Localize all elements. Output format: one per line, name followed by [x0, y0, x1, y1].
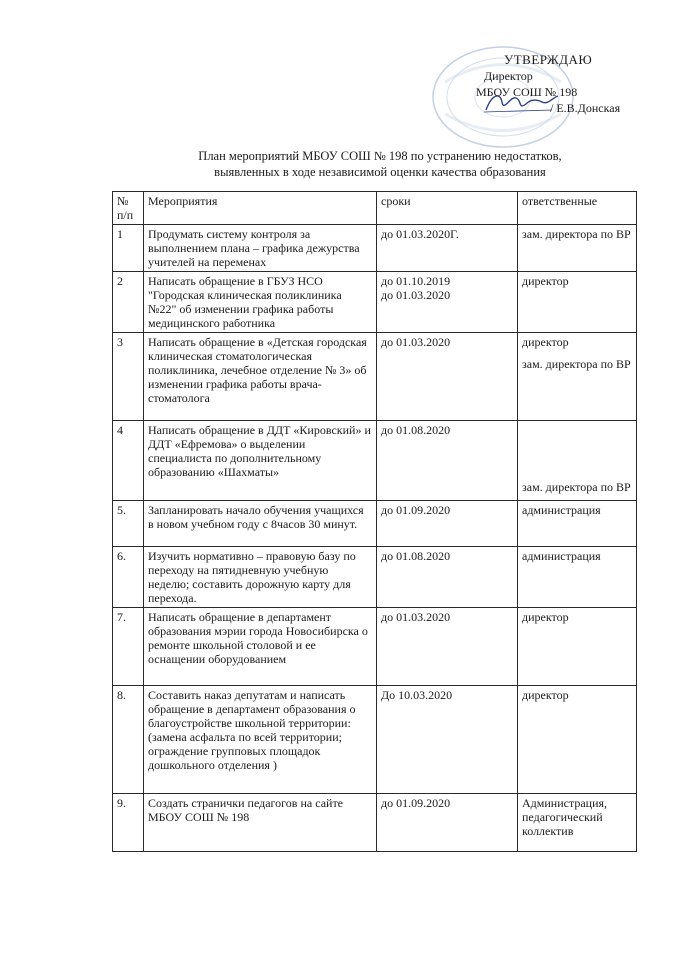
row-responsible-text: зам. директора по ВР	[522, 480, 631, 494]
row-action: Написать обращение в департамент образования мэрии города Новосибирска о ремонте школьной столовой и ее оснащении оборудованием	[144, 608, 377, 686]
approval-heading: УТВЕРЖДАЮ	[504, 52, 593, 67]
row-deadline: до 01.09.2020	[377, 501, 518, 547]
row-responsible: директор	[518, 686, 637, 794]
row-num: 5.	[113, 501, 144, 547]
row-responsible-line1: директор	[522, 335, 569, 349]
header-action: Мероприятия	[144, 192, 377, 225]
row-responsible: директор	[518, 608, 637, 686]
row-responsible: директор	[518, 272, 637, 333]
row-num: 7.	[113, 608, 144, 686]
row-action: Запланировать начало обучения учащихся в новом учебном году с 8часов 30 минут.	[144, 501, 377, 547]
table-row	[113, 501, 637, 547]
row-num: 6.	[113, 547, 144, 608]
row-action: Создать странички педагогов на сайте МБОУ СОШ № 198	[144, 794, 377, 852]
header-num	[113, 192, 144, 225]
row-deadline	[377, 272, 518, 333]
row-responsible: Администрация, педагогический коллектив	[518, 794, 637, 852]
row-responsible-line2: зам. директора по ВР	[522, 357, 631, 371]
table-row	[113, 272, 637, 333]
header-deadline: сроки	[377, 192, 518, 225]
approval-block	[470, 52, 690, 116]
table-row	[113, 225, 637, 272]
title-line-2: выявленных в ходе независимой оценки качества образования	[214, 165, 546, 179]
row-action: Написать обращение в «Детская городская клиническая стоматологическая поликлиника, лечебное отделение № 3» об изменении графика работы врача-стоматолога	[144, 333, 377, 421]
row-responsible: администрация	[518, 547, 637, 608]
title-line-1: План мероприятий МБОУ СОШ № 198 по устранению недостатков,	[198, 149, 562, 163]
table-row	[113, 421, 637, 501]
header-responsible: ответственные	[518, 192, 637, 225]
row-num: 2	[113, 272, 144, 333]
row-responsible: зам. директора по ВР	[518, 225, 637, 272]
row-num: 8.	[113, 686, 144, 794]
row-action: Составить наказ депутатам и написать обращение в департамент образования о благоустройстве школьной территории: (замена асфальта по всей территории; ограждение групповых площадок дошкольного отделения )	[144, 686, 377, 794]
table-header-row	[113, 192, 637, 225]
header-num-line2: п/п	[117, 208, 134, 222]
row-deadline: до 01.09.2020	[377, 794, 518, 852]
row-responsible: администрация	[518, 501, 637, 547]
row-action: Изучить нормативно – правовую базу по переходу на пятидневную учебную неделю; составить дорожную карту для перехода.	[144, 547, 377, 608]
row-num: 9.	[113, 794, 144, 852]
row-responsible	[518, 421, 637, 501]
row-action: Написать обращение в ГБУЗ НСО "Городская клиническая поликлиника №22" об изменении графика работы медицинского работника	[144, 272, 377, 333]
row-deadline: до 01.08.2020	[377, 421, 518, 501]
approval-organization: МБОУ СОШ № 198	[476, 85, 578, 99]
row-deadline: до 01.08.2020	[377, 547, 518, 608]
plan-table	[112, 191, 637, 852]
approval-signature-line: / Е.В.Донская	[550, 101, 621, 115]
row-action: Написать обращение в ДДТ «Кировский» и ДДТ «Ефремова» о выделении специалиста по дополнительному образованию «Шахматы»	[144, 421, 377, 501]
row-num: 3	[113, 333, 144, 421]
row-deadline: до 01.03.2020	[377, 333, 518, 421]
table-row	[113, 333, 637, 421]
table-row	[113, 794, 637, 852]
row-deadline-line1: до 01.10.2019	[381, 274, 451, 288]
row-deadline: до 01.03.2020	[377, 608, 518, 686]
row-deadline: до 01.03.2020Г.	[377, 225, 518, 272]
row-action: Продумать систему контроля за выполнением плана – графика дежурства учителей на переменах	[144, 225, 377, 272]
approval-position: Директор	[484, 69, 533, 83]
row-deadline: До 10.03.2020	[377, 686, 518, 794]
row-num: 1	[113, 225, 144, 272]
table-row	[113, 686, 637, 794]
row-num: 4	[113, 421, 144, 501]
table-row	[113, 608, 637, 686]
row-deadline-line2: до 01.03.2020	[381, 288, 451, 302]
header-num-line1: №	[117, 194, 129, 208]
document-title	[150, 148, 610, 180]
table-row	[113, 547, 637, 608]
row-responsible	[518, 333, 637, 421]
